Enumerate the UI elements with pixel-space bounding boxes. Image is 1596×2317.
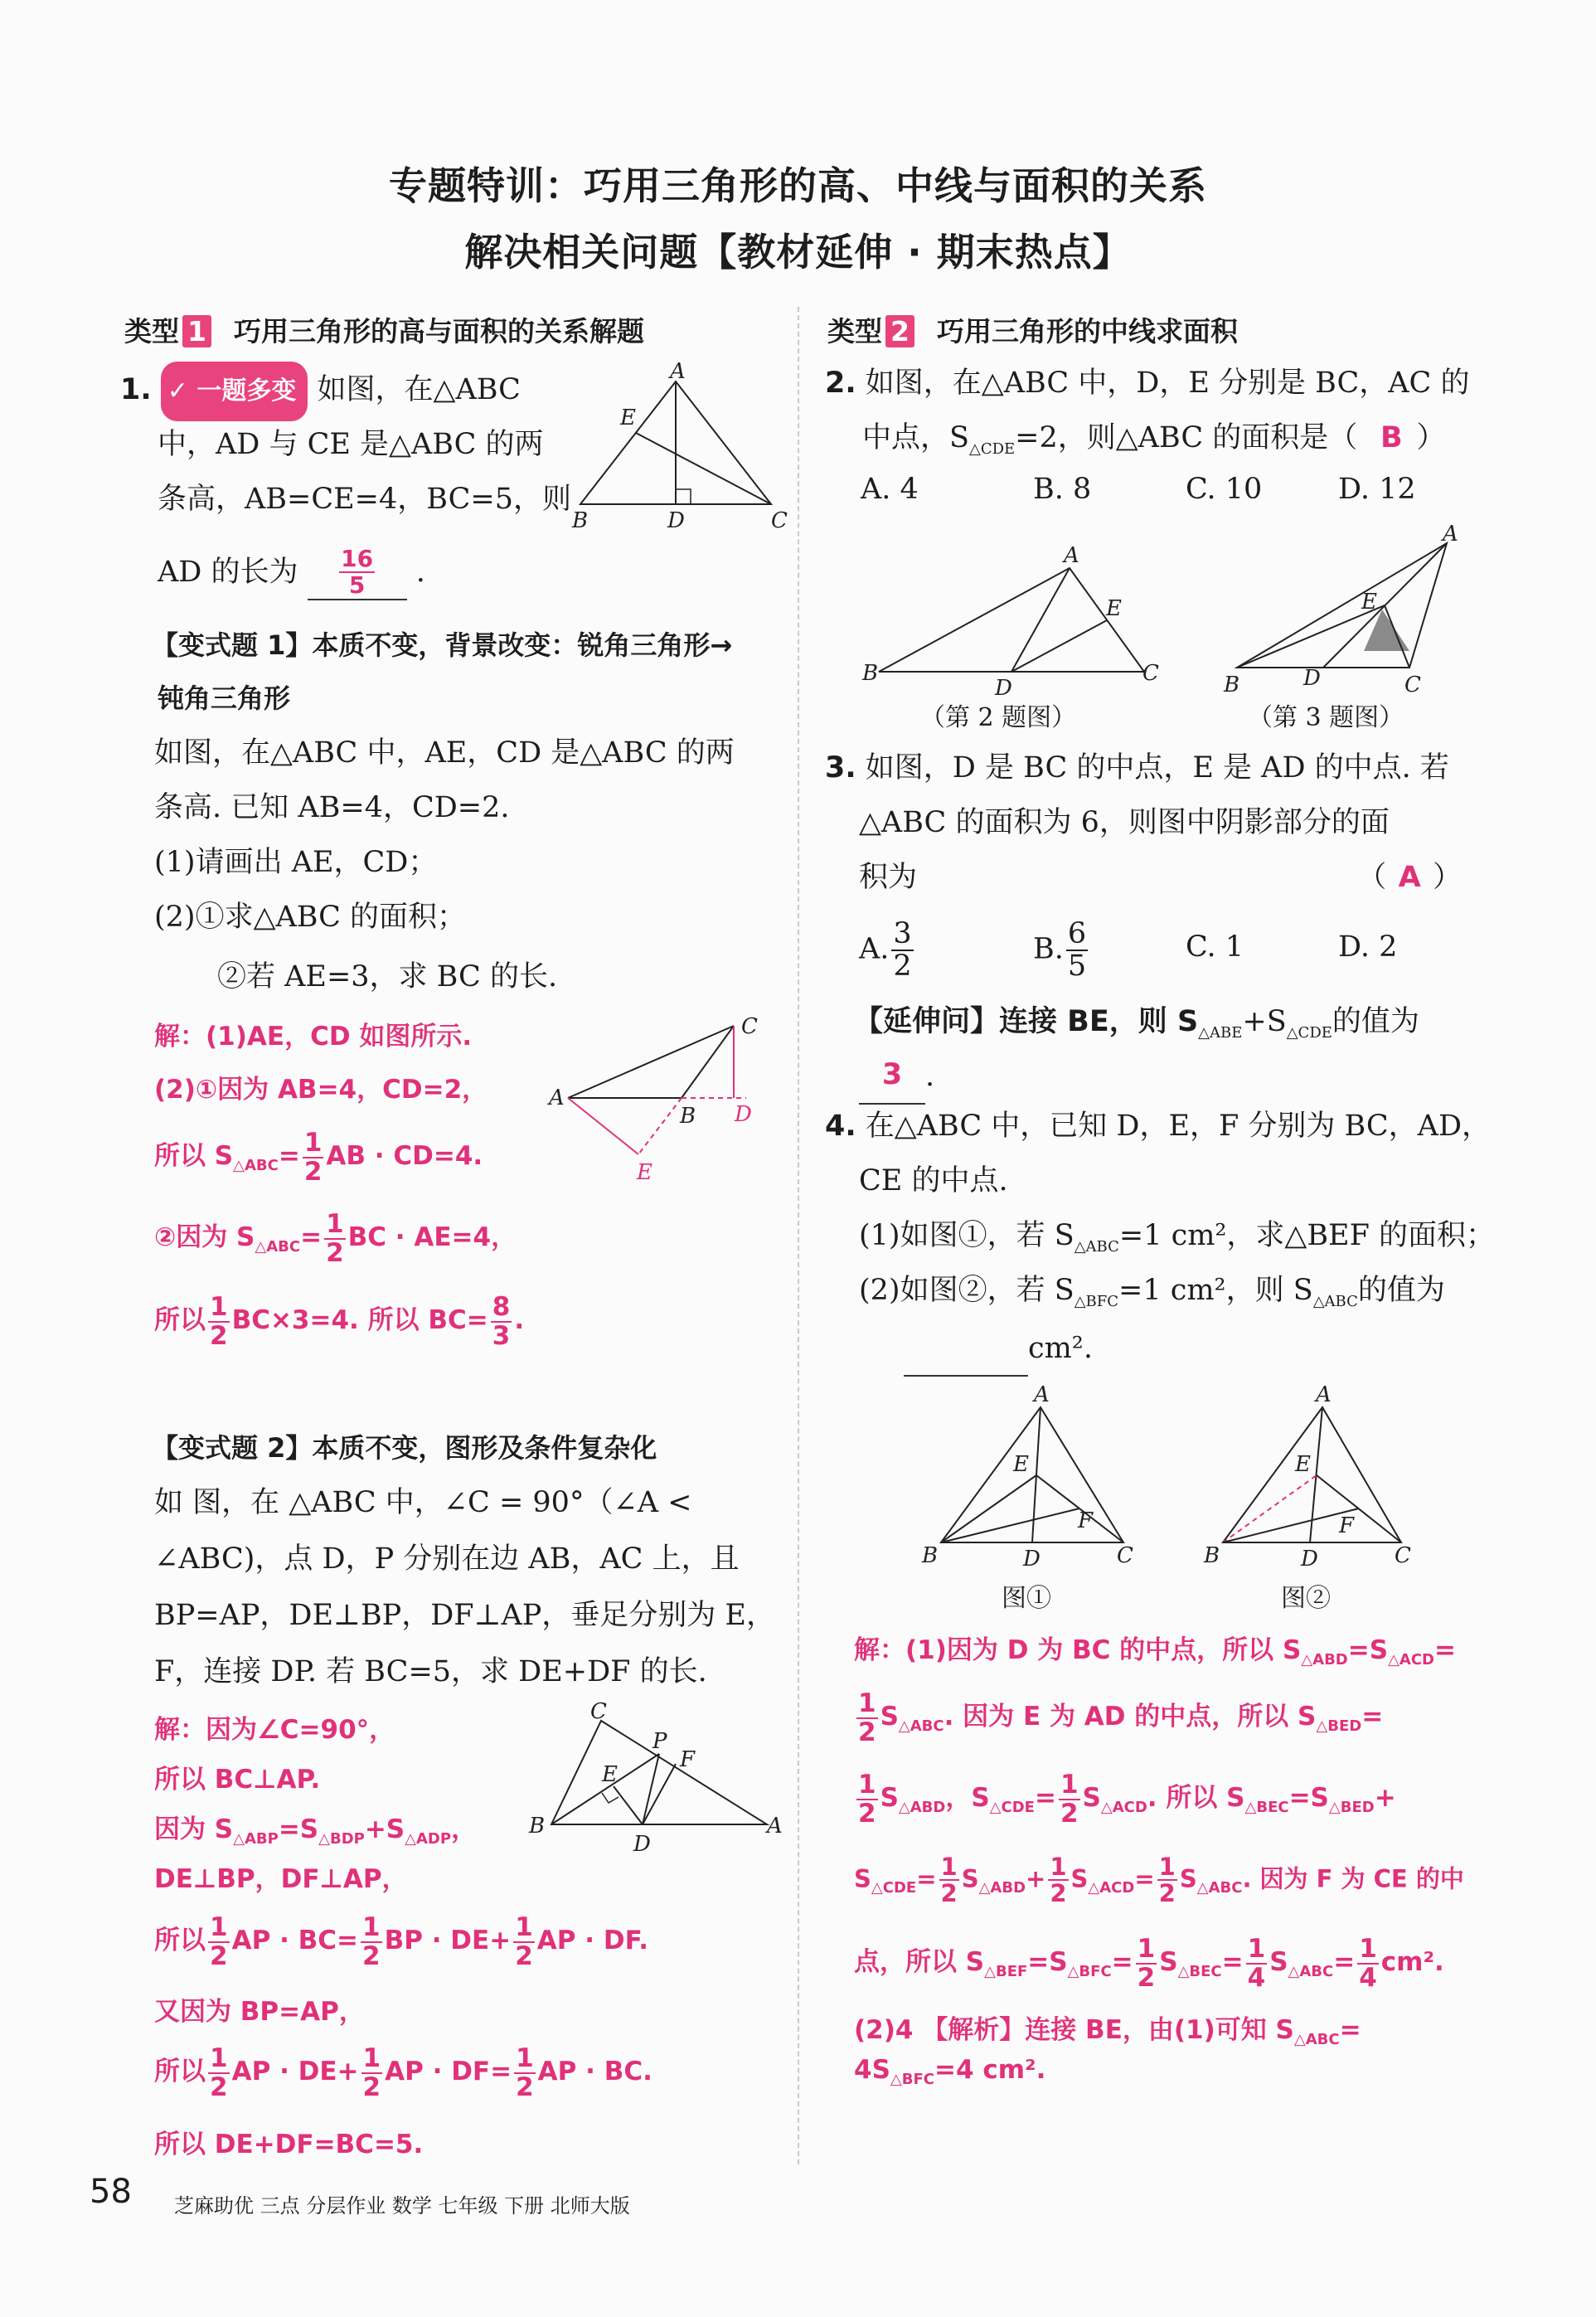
svg-text:D: D	[667, 508, 685, 533]
q3-triangle-figure	[1219, 522, 1459, 697]
q3-line1: 3. 如图，D 是 BC 的中点，E 是 AD 的中点. 若	[825, 751, 1449, 784]
variant2-solution-5: 所以 $\frac{1}{2}$ AP · BC= $\frac{1}{2}$ BP · DE+ $\frac{1}{2}$ AP · DF.	[154, 1912, 648, 1971]
variant1-line1: 如图，在△ABC 中，AE，CD 是△ABC 的两	[154, 736, 735, 770]
svg-text:C: C	[590, 1699, 607, 1724]
q4-figure-2	[1202, 1378, 1434, 1577]
variant2-solution-7: 所以 $\frac{1}{2}$ AP · DE+ $\frac{1}{2}$ AP · DF= $\frac{1}{2}$ AP · BC.	[154, 2043, 652, 2102]
svg-text:C: C	[1395, 1543, 1411, 1568]
variant2-line1: 如 图，在 △ABC 中，∠C = 90°（∠A <	[154, 1486, 692, 1519]
svg-text:A: A	[767, 1814, 783, 1839]
type1-prefix: 类型	[124, 315, 179, 347]
svg-text:A: A	[1316, 1382, 1332, 1407]
svg-text:D: D	[1023, 1547, 1041, 1571]
variant1-solution-1: 解：(1)AE，CD 如图所示.	[154, 1022, 473, 1052]
q2-option-c: C. 10	[1186, 473, 1263, 506]
variant2-solution-6: 又因为 BP=AP，	[154, 1997, 365, 2027]
q3-option-d: D. 2	[1338, 930, 1398, 964]
variant1-solution-3: 所以 $S_{\triangle ABC}=$ $\frac{1}{2}$ AB · CD=4.	[154, 1128, 483, 1187]
svg-text:A: A	[549, 1086, 565, 1110]
variant2-solution-4: DE⊥BP，DF⊥AP，	[154, 1864, 408, 1894]
variant1-solution-2: (2)①因为 AB=4，CD=2，	[154, 1075, 488, 1105]
variant1-line3: (1)请画出 AE，CD；	[154, 846, 438, 879]
q3-figure-caption: （第 3 题图）	[1248, 703, 1404, 732]
q2-option-b: B. 8	[1033, 473, 1092, 506]
variant2-solution-1: 解：因为∠C=90°，	[154, 1715, 395, 1745]
svg-text:C: C	[1404, 673, 1421, 697]
footer-book-info: 芝麻助优 三点 分层作业 数学 七年级 下册 北师大版	[174, 2194, 630, 2217]
svg-text:B: B	[529, 1814, 546, 1839]
variant2-solution-8: 所以 DE+DF=BC=5.	[154, 2130, 424, 2159]
type2-text: 巧用三角形的中线求面积	[936, 315, 1238, 347]
q4-solution-1: 解：(1)因为 D 为 BC 的中点，所以 $S_{\triangle ABD}=S_{\triangle ACD}=$	[854, 1635, 1456, 1669]
q2-option-d: D. 12	[1338, 473, 1416, 506]
q3-answer: A	[1398, 861, 1421, 894]
variant2-right-triangle-figure	[522, 1699, 783, 1858]
q4-line3: (1)如图①，若 $S_{\triangle ABC}=1$ cm²，求△BEF 的面积；	[859, 1219, 1496, 1256]
svg-text:A: A	[1443, 522, 1458, 546]
svg-text:A: A	[1064, 543, 1079, 568]
q2-line1: 2. 如图，在△ABC 中，D，E 分别是 BC，AC 的	[825, 367, 1470, 400]
page-title-line1: 专题特训：巧用三角形的高、中线与面积的关系	[389, 163, 1207, 208]
svg-text:E: E	[620, 406, 636, 430]
svg-text:E: E	[1013, 1452, 1029, 1477]
svg-text:D: D	[633, 1832, 651, 1857]
q2-option-a: A. 4	[861, 473, 919, 506]
svg-text:F: F	[680, 1747, 696, 1772]
svg-text:C: C	[1142, 661, 1159, 686]
variant2-line4: F，连接 DP. 若 BC=5，求 DE+DF 的长.	[154, 1655, 707, 1688]
type2-prefix: 类型	[827, 315, 882, 347]
variant1-head2: 钝角三角形	[158, 682, 291, 714]
svg-text:B: B	[680, 1104, 696, 1129]
variant1-solution-4: ②因为 $S_{\triangle ABC}=$ $\frac{1}{2}$ BC · AE=4，	[154, 1209, 517, 1268]
variant1-head1: 【变式题 1】本质不变，背景改变：锐角三角形→	[152, 629, 733, 661]
svg-text:E: E	[602, 1762, 618, 1787]
variant2-line2: ∠ABC)，点 D，P 分别在边 AB，AC 上，且	[154, 1542, 740, 1576]
variant1-line2: 条高. 已知 AB=4，CD=2.	[154, 791, 510, 824]
q1-triangle-figure	[572, 359, 788, 539]
svg-text:B: B	[922, 1543, 939, 1568]
q4-solution-2: $\frac{1}{2}$ $S_{\triangle ABC}$. 因为 E 为 AD 的中点，所以 $S_{\triangle BED}=$	[858, 1688, 1384, 1747]
svg-text:E: E	[1295, 1452, 1311, 1477]
svg-text:F: F	[1339, 1513, 1355, 1538]
q4-figure-1-caption: 图①	[1002, 1584, 1051, 1613]
variant1-line5: ②若 AE=3，求 BC 的长.	[217, 960, 558, 993]
q4-solution-3: $\frac{1}{2}$ $S_{\triangle ABD}$，$S_{\triangle CDE}=$ $\frac{1}{2}$ $S_{\triangle ACD}$. 所以 $S_{\triangle BEC}=S_{\triangle BED}+$	[858, 1770, 1396, 1829]
q1-line3: 条高，AB=CE=4，BC=5，则	[158, 483, 571, 516]
q4-solution-6: (2)4 【解析】连接 BE，由(1)可知 $S_{\triangle ABC}=$	[854, 2015, 1361, 2049]
q2-triangle-figure	[862, 539, 1177, 701]
svg-text:D: D	[735, 1102, 752, 1127]
q1-line2: 中，AD 与 CE 是△ABC 的两	[158, 428, 544, 461]
q4-line1: 4. 在△ABC 中，已知 D，E，F 分别为 BC，AD，	[825, 1110, 1492, 1143]
one-question-many-variants-badge: ✓ 一题多变	[161, 362, 308, 421]
q3-line2: △ABC 的面积为 6，则图中阴影部分的面	[859, 806, 1390, 839]
svg-text:C: C	[771, 508, 788, 533]
svg-text:D: D	[995, 676, 1012, 701]
variant2-solution-2: 所以 BC⊥AP.	[154, 1765, 321, 1795]
svg-text:D: D	[1301, 1547, 1318, 1571]
type2-header	[827, 310, 1238, 349]
q1-line1: 1. ✓ 一题多变 如图，在△ABC	[120, 362, 521, 421]
svg-text:E: E	[1106, 596, 1122, 621]
q4-answer-blank	[904, 1319, 1028, 1377]
q3-line3: 积为 （ A ）	[859, 849, 1462, 906]
svg-text:C: C	[1117, 1543, 1133, 1568]
q1-line4: AD 的长为 $\frac{16}{5}$ .	[158, 542, 425, 600]
q3-option-c: C. 1	[1186, 930, 1244, 964]
type1-badge: 1	[182, 315, 211, 347]
q4-line2: CE 的中点.	[859, 1164, 1008, 1197]
page-title-line2: 解决相关问题【教材延伸 · 期末热点】	[464, 230, 1132, 274]
q2-figure-caption: （第 2 题图）	[920, 703, 1077, 732]
svg-text:B: B	[1204, 1543, 1220, 1568]
q2-line2: 中点，$S_{\triangle CDE}=2$，则△ABC 的面积是（ B ）	[862, 410, 1445, 478]
q4-solution-4: $S_{\triangle CDE}=$ $\frac{1}{2}$ $S_{\triangle ABD}+$ $\frac{1}{2}$ $S_{\triangle ACD}=$ $\frac{1}{2}$ $S_{\triangle ABC}$. 因为 F 为 CE 的中	[854, 1853, 1464, 1908]
variant1-obtuse-triangle-figure	[539, 1013, 763, 1188]
q3-extension-line1: 【延伸问】连接 BE，则 $S_{\triangle ABE}+S_{\triangle CDE}$的值为	[854, 1005, 1419, 1042]
q2-answer: B	[1380, 421, 1403, 454]
svg-text:B: B	[572, 508, 589, 533]
svg-text:A: A	[670, 359, 686, 384]
svg-text:C: C	[741, 1014, 758, 1039]
variant1-line4: (2)①求△ABC 的面积；	[154, 901, 467, 934]
svg-text:P: P	[652, 1729, 667, 1754]
q4-line4: (2)如图②，若 $S_{\triangle BFC}=1$ cm²，则 $S_{\triangle ABC}$的值为	[859, 1274, 1445, 1310]
q1-answer-blank: $\frac{16}{5}$	[308, 542, 407, 600]
type1-text: 巧用三角形的高与面积的关系解题	[233, 315, 644, 347]
svg-text:D: D	[1303, 666, 1321, 691]
q4-figure-2-caption: 图②	[1281, 1584, 1331, 1613]
svg-text:A: A	[1034, 1382, 1050, 1407]
type1-header	[124, 310, 644, 349]
q3-extension-answer: 3	[859, 1047, 925, 1105]
svg-text:E: E	[637, 1160, 652, 1185]
q4-figure-1	[920, 1378, 1152, 1577]
q4-solution-5: 点，所以 $S_{\triangle BEF}=S_{\triangle BFC}=$ $\frac{1}{2}$ $S_{\triangle BEC}=$ $\frac{1}{4}$ $S_{\triangle ABC}=$ $\frac{1}{4}$ cm².	[854, 1934, 1444, 1993]
q3-option-b: B. $\frac{6}{5}$	[1033, 917, 1087, 983]
variant2-line3: BP=AP，DE⊥BP，DF⊥AP，垂足分别为 E，	[154, 1599, 775, 1632]
q4-line5: cm².	[904, 1319, 1093, 1377]
svg-text:B: B	[862, 661, 879, 686]
column-divider	[798, 307, 799, 2164]
svg-text:B: B	[1224, 673, 1240, 697]
q4-solution-7: $4S_{\triangle BFC}=4$ cm².	[854, 2055, 1046, 2089]
variant2-solution-3: 因为 $S_{\triangle ABP}=S_{\triangle BDP}+S_{\triangle ADP}$，	[154, 1814, 478, 1848]
q3-extension-line2: 3 .	[859, 1047, 934, 1105]
variant2-head: 【变式题 2】本质不变，图形及条件复杂化	[152, 1432, 657, 1464]
page-number: 58	[90, 2173, 132, 2211]
q3-option-a: A. $\frac{3}{2}$	[859, 917, 912, 983]
variant1-solution-5: 所以 $\frac{1}{2}$ BC×3=4. 所以 BC= $\frac{8}{3}$ .	[154, 1292, 525, 1351]
svg-text:E: E	[1361, 590, 1377, 614]
type2-badge: 2	[885, 315, 914, 347]
svg-text:F: F	[1078, 1508, 1094, 1533]
